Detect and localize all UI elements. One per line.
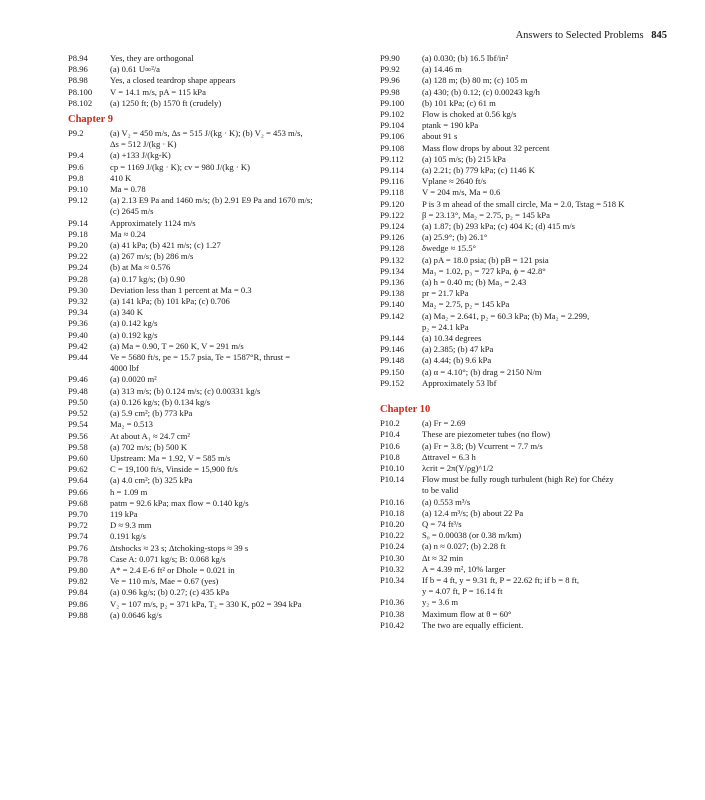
problem-number: P10.2 xyxy=(380,418,400,429)
problem-number: P9.74 xyxy=(68,531,88,542)
answer-text: A* = 2.4 E-6 ft² or Dhole = 0.021 in xyxy=(110,564,235,575)
answer-row xyxy=(380,344,670,355)
answer-row xyxy=(380,564,670,575)
answer-row xyxy=(380,143,670,154)
answer-text: V₂ = 107 m/s, p₂ = 371 kPa, T₂ = 330 K, p02 = 394 kPa xyxy=(110,598,302,609)
answer-row xyxy=(380,452,670,463)
answer-row xyxy=(68,543,364,554)
answer-row xyxy=(380,367,670,378)
problem-number: P9.48 xyxy=(68,385,88,396)
answer-row xyxy=(380,541,670,552)
problem-number: P9.30 xyxy=(68,284,88,295)
problem-number: P9.40 xyxy=(68,329,88,340)
problem-number: P9.6 xyxy=(68,161,84,172)
answer-text: V = 204 m/s, Ma = 0.6 xyxy=(422,187,501,198)
problem-number: P9.64 xyxy=(68,475,88,486)
answer-row xyxy=(380,98,670,109)
problem-number: P9.12 xyxy=(68,195,88,206)
answer-row xyxy=(68,587,364,598)
answer-row xyxy=(380,53,670,64)
answer-row xyxy=(380,378,670,389)
answer-row xyxy=(68,75,364,86)
problem-number: P10.34 xyxy=(380,574,405,585)
answer-text: (a) 313 m/s; (b) 0.124 m/s; (c) 0.00331 kg/s xyxy=(110,385,261,396)
answer-text: Maximum flow at θ = 60° xyxy=(422,608,512,619)
answer-text: A = 4.39 m², 10% larger xyxy=(422,563,506,574)
answer-text: Ma₃ = 1.02, p₃ = 727 kPa, ϕ = 42.8° xyxy=(422,265,546,276)
answer-row xyxy=(380,609,670,620)
problem-number: P9.72 xyxy=(68,520,88,531)
answer-row xyxy=(68,341,364,352)
problem-number: P9.116 xyxy=(380,176,404,187)
answer-text: (a) α = 4.10°; (b) drag = 2150 N/m xyxy=(422,366,542,377)
answer-row xyxy=(380,429,670,440)
problem-number: P9.112 xyxy=(380,153,404,164)
answer-row xyxy=(68,262,364,273)
answer-row xyxy=(68,576,364,587)
answer-text: (a) 105 m/s; (b) 215 kPa xyxy=(422,153,506,164)
problem-number: P9.140 xyxy=(380,299,405,310)
answer-text: At about A₁ ≈ 24.7 cm² xyxy=(110,430,190,441)
problem-number: P9.86 xyxy=(68,598,88,609)
answer-text: β = 23.13°, Ma₂ = 2.75, p₂ = 145 kPa xyxy=(422,209,550,220)
problem-number: P9.104 xyxy=(380,120,405,131)
answer-text: about 91 s xyxy=(422,131,458,142)
answer-row xyxy=(380,288,670,299)
answer-row xyxy=(380,299,670,310)
answer-row xyxy=(68,386,364,397)
answer-text: patm = 92.6 kPa; max flow = 0.140 kg/s xyxy=(110,497,249,508)
answer-row xyxy=(380,109,670,120)
problem-number: P9.42 xyxy=(68,340,88,351)
answer-row xyxy=(68,330,364,341)
answer-row xyxy=(68,464,364,475)
problem-number: P9.90 xyxy=(380,53,400,63)
problem-number: P9.44 xyxy=(68,352,88,363)
page-number: 845 xyxy=(651,30,667,41)
answer-text: (a) 0.61 U∞²/a xyxy=(110,64,160,75)
answer-text: (a) 2.21; (b) 779 kPa; (c) 1146 K xyxy=(422,165,535,176)
answer-row xyxy=(68,195,364,217)
answer-row xyxy=(68,53,364,64)
answer-text: (a) 0.0646 kg/s xyxy=(110,609,162,620)
answer-text: (a) 0.553 m³/s xyxy=(422,496,471,507)
answer-text: Vplane ≈ 2640 ft/s xyxy=(422,176,487,187)
problem-number: P9.34 xyxy=(68,307,88,318)
problem-number: P9.126 xyxy=(380,232,405,243)
problem-number: P10.20 xyxy=(380,518,405,529)
answer-row xyxy=(380,75,670,86)
answer-text: Ma = 0.78 xyxy=(110,184,146,195)
answer-text: 410 K xyxy=(110,172,132,183)
answer-text: Δt ≈ 32 min xyxy=(422,552,464,563)
answer-row xyxy=(68,475,364,486)
answer-row xyxy=(380,232,670,243)
answer-row xyxy=(380,64,670,75)
problem-number: P8.96 xyxy=(68,64,88,75)
problem-number: P9.120 xyxy=(380,198,405,209)
problem-number: P9.106 xyxy=(380,131,405,142)
answer-text: (a) 10.34 degrees xyxy=(422,333,482,344)
answer-text: (a) 702 m/s; (b) 500 K xyxy=(110,441,188,452)
answer-text: (a) 141 kPa; (b) 101 kPa; (c) 0.706 xyxy=(110,296,230,307)
answer-row xyxy=(68,531,364,542)
answer-row xyxy=(380,463,670,474)
answer-row xyxy=(380,131,670,142)
answer-row xyxy=(68,318,364,329)
problem-number: P9.88 xyxy=(68,609,88,620)
answer-row xyxy=(68,274,364,285)
right-answer-column xyxy=(380,53,670,631)
problem-number: P9.24 xyxy=(68,262,88,273)
problem-number: P9.56 xyxy=(68,430,88,441)
answer-text: Ma₂ = 2.75, p₂ = 145 kPa xyxy=(422,299,510,310)
answer-text: Approximately 53 lbf xyxy=(422,377,497,388)
answer-text: (a) V₂ = 450 m/s, Δs = 515 J/(kg · K); (b) V₂ = 453 m/s, Δs = 512 J/(kg · K) xyxy=(110,128,303,150)
answer-text: (a) 0.17 kg/s; (b) 0.90 xyxy=(110,273,185,284)
answer-text: Q = 74 ft³/s xyxy=(422,518,462,529)
answer-row xyxy=(380,221,670,232)
answer-text: Deviation less than 1 percent at Ma = 0.3 xyxy=(110,284,252,295)
problem-number: P9.28 xyxy=(68,273,88,284)
answer-row xyxy=(380,333,670,344)
answer-row xyxy=(68,285,364,296)
problem-number: P9.4 xyxy=(68,150,84,161)
answer-row xyxy=(68,162,364,173)
problem-number: P9.146 xyxy=(380,344,405,355)
problem-number: P8.100 xyxy=(68,86,93,97)
problem-number: P9.50 xyxy=(68,396,88,407)
problem-number: P9.68 xyxy=(68,497,88,508)
answer-row xyxy=(68,307,364,318)
answer-text: The two are equally efficient. xyxy=(422,619,524,630)
problem-number: P9.58 xyxy=(68,441,88,452)
problem-number: P10.8 xyxy=(380,451,400,462)
answer-text: (a) 4.44; (b) 9.6 kPa xyxy=(422,355,492,366)
problem-number: P9.148 xyxy=(380,355,405,366)
problem-number: P9.10 xyxy=(68,184,88,195)
answer-row xyxy=(68,419,364,430)
problem-number: P9.20 xyxy=(68,240,88,251)
answer-row xyxy=(380,154,670,165)
answer-row xyxy=(380,519,670,530)
answer-text: λcrit = 2π(Y/ρg)^1/2 xyxy=(422,462,494,473)
answer-text: (a) 5.9 cm²; (b) 773 kPa xyxy=(110,408,193,419)
answer-row xyxy=(68,610,364,621)
problem-number: P9.52 xyxy=(68,408,88,419)
answer-row xyxy=(380,355,670,366)
problem-number: P9.62 xyxy=(68,464,88,475)
answer-row xyxy=(68,218,364,229)
answer-row xyxy=(380,199,670,210)
problem-number: P9.150 xyxy=(380,366,405,377)
answer-text: (a) pA = 18.0 psia; (b) pB = 121 psia xyxy=(422,254,549,265)
answer-text: (a) 0.96 kg/s; (b) 0.27; (c) 435 kPa xyxy=(110,587,230,598)
answer-row xyxy=(380,277,670,288)
left-answer-column xyxy=(68,53,364,621)
answer-text: C = 19,100 ft/s, Vinside = 15,900 ft/s xyxy=(110,464,238,475)
problem-number: P9.132 xyxy=(380,254,405,265)
answer-text: Approximately 1124 m/s xyxy=(110,217,196,228)
problem-number: P9.80 xyxy=(68,564,88,575)
problem-number: P9.60 xyxy=(68,452,88,463)
answer-row xyxy=(380,530,670,541)
problem-number: P9.98 xyxy=(380,86,400,97)
answer-text: Yes, they are orthogonal xyxy=(110,53,194,63)
problem-number: P9.118 xyxy=(380,187,404,198)
problem-number: P10.42 xyxy=(380,619,405,630)
answer-row xyxy=(380,266,670,277)
problem-number: P9.124 xyxy=(380,221,405,232)
problem-number: P9.70 xyxy=(68,508,88,519)
answer-text: ptank = 190 kPa xyxy=(422,120,479,131)
answer-text: cp = 1169 J/(kg · K); cv = 980 J/(kg · K) xyxy=(110,161,250,172)
answer-row xyxy=(68,509,364,520)
answer-row xyxy=(68,442,364,453)
answer-text: (a) 0.142 kg/s xyxy=(110,318,158,329)
answer-text: 119 kPa xyxy=(110,508,138,519)
answer-row xyxy=(68,296,364,307)
answer-row xyxy=(68,520,364,531)
problem-number: P9.128 xyxy=(380,243,405,254)
answer-text: Flow must be fully rough turbulent (high Re) for Chézy to be valid xyxy=(422,474,614,496)
answer-text: Flow is choked at 0.56 kg/s xyxy=(422,109,517,120)
problem-number: P9.76 xyxy=(68,542,88,553)
answer-row xyxy=(380,311,670,333)
problem-number: P10.10 xyxy=(380,462,405,473)
answer-text: (a) 4.0 cm²; (b) 325 kPa xyxy=(110,475,193,486)
problem-number: P10.30 xyxy=(380,552,405,563)
answer-text: 0.191 kg/s xyxy=(110,531,146,542)
answer-row xyxy=(68,352,364,374)
problem-number: P10.18 xyxy=(380,507,405,518)
answer-text: (a) 14.46 m xyxy=(422,64,462,75)
answer-text: D ≈ 9.3 mm xyxy=(110,520,152,531)
answer-row xyxy=(380,418,670,429)
answer-text: (a) Fr = 2.69 xyxy=(422,418,466,429)
answer-text: pr = 21.7 kPa xyxy=(422,288,469,299)
answer-text: (a) 430; (b) 0.12; (c) 0.00243 kg/h xyxy=(422,86,540,97)
problem-number: P9.144 xyxy=(380,333,405,344)
answer-text: (a) 0.126 kg/s; (b) 0.134 kg/s xyxy=(110,396,211,407)
problem-number: P10.38 xyxy=(380,608,405,619)
answer-row xyxy=(68,487,364,498)
answer-text: (a) 1250 ft; (b) 1570 ft (crudely) xyxy=(110,97,222,108)
problem-number: P10.14 xyxy=(380,474,405,485)
answer-text: Mass flow drops by about 32 percent xyxy=(422,142,550,153)
problem-number: P9.92 xyxy=(380,64,400,75)
answer-text: (a) Fr = 3.8; (b) Vcurrent = 7.7 m/s xyxy=(422,440,543,451)
answer-text: (a) 2.385; (b) 47 kPa xyxy=(422,344,494,355)
answer-row xyxy=(68,184,364,195)
answer-text: (a) n ≈ 0.027; (b) 2.28 ft xyxy=(422,541,506,552)
answer-row xyxy=(380,120,670,131)
answer-row xyxy=(68,87,364,98)
answer-row xyxy=(380,176,670,187)
problem-number: P9.14 xyxy=(68,217,88,228)
problem-number: P8.102 xyxy=(68,97,93,108)
answer-row xyxy=(380,553,670,564)
problem-number: P9.18 xyxy=(68,228,88,239)
answer-row xyxy=(380,575,670,597)
answer-text: Δtshocks ≈ 23 s; Δtchoking-stops ≈ 39 s xyxy=(110,542,249,553)
problem-number: P9.152 xyxy=(380,377,405,388)
problem-number: P9.96 xyxy=(380,75,400,86)
answer-text: (a) h = 0.40 m; (b) Ma₃ = 2.43 xyxy=(422,277,527,288)
problem-number: P9.108 xyxy=(380,142,405,153)
answer-text: h = 1.09 m xyxy=(110,486,148,497)
problem-number: P9.138 xyxy=(380,288,405,299)
answer-text: Ma₂ = 0.513 xyxy=(110,419,153,430)
answer-row xyxy=(380,597,670,608)
problem-number: P9.84 xyxy=(68,587,88,598)
answer-text: (a) 41 kPa; (b) 421 m/s; (c) 1.27 xyxy=(110,240,221,251)
answer-row xyxy=(380,497,670,508)
problem-number: P10.16 xyxy=(380,496,405,507)
answer-row xyxy=(68,431,364,442)
problem-number: P9.66 xyxy=(68,486,88,497)
answer-row xyxy=(68,498,364,509)
problem-number: P9.114 xyxy=(380,165,404,176)
answer-text: Yes, a closed teardrop shape appears xyxy=(110,75,236,86)
answer-text: y₂ = 3.6 m xyxy=(422,597,459,608)
answer-row xyxy=(68,374,364,385)
answer-text: Δttravel = 6.3 h xyxy=(422,451,476,462)
problem-number: P8.94 xyxy=(68,53,88,63)
answer-text: δwedge ≈ 15.5° xyxy=(422,243,476,254)
answer-text: (a) 0.192 kg/s xyxy=(110,329,158,340)
problem-number: P9.136 xyxy=(380,277,405,288)
answer-text: (a) +133 J/(kg-K) xyxy=(110,150,171,161)
answer-text: (b) at Ma ≈ 0.576 xyxy=(110,262,171,273)
answer-row xyxy=(68,240,364,251)
answer-text: P is 3 m ahead of the small circle, Ma = 2.0, Tstag = 518 K xyxy=(422,198,625,209)
answer-text: S₀ = 0.00038 (or 0.38 m/km) xyxy=(422,530,522,541)
answer-row xyxy=(380,441,670,452)
running-header xyxy=(516,30,667,41)
header-title: Answers to Selected Problems xyxy=(515,30,644,41)
answer-row xyxy=(380,255,670,266)
answer-row xyxy=(380,165,670,176)
problem-number: P10.32 xyxy=(380,563,405,574)
answer-row xyxy=(68,229,364,240)
problem-number: P10.24 xyxy=(380,541,405,552)
answer-row xyxy=(68,397,364,408)
answer-row xyxy=(380,243,670,254)
answer-row xyxy=(380,187,670,198)
answer-text: (a) 1.87; (b) 293 kPa; (c) 404 K; (d) 415 m/s xyxy=(422,221,575,232)
problem-number: P10.4 xyxy=(380,429,400,440)
answer-text: Ve = 5680 ft/s, pe = 15.7 psia, Te = 1587°R, thrust = 4000 lbf xyxy=(110,352,291,374)
answer-row xyxy=(68,565,364,576)
answer-text: Ma ≈ 0.24 xyxy=(110,228,146,239)
problem-number: P9.100 xyxy=(380,97,405,108)
answer-text: (a) 340 K xyxy=(110,307,143,318)
answer-row xyxy=(68,251,364,262)
answer-row xyxy=(68,150,364,161)
problem-number: P10.6 xyxy=(380,440,400,451)
problem-number: P10.22 xyxy=(380,530,405,541)
answer-text: (a) 2.13 E9 Pa and 1460 m/s; (b) 2.91 E9 Pa and 1670 m/s; (c) 2645 m/s xyxy=(110,195,313,217)
answer-text: Ve = 110 m/s, Mae = 0.67 (yes) xyxy=(110,576,219,587)
answer-row xyxy=(380,210,670,221)
problem-number: P9.8 xyxy=(68,172,84,183)
answer-text: (a) 0.030; (b) 16.5 lbf/in² xyxy=(422,53,509,63)
answer-text: (b) 101 kPa; (c) 61 m xyxy=(422,97,496,108)
answer-text: V = 14.1 m/s, pA = 115 kPa xyxy=(110,86,206,97)
problem-number: P9.22 xyxy=(68,251,88,262)
answer-text: (a) 267 m/s; (b) 286 m/s xyxy=(110,251,194,262)
answer-row xyxy=(68,173,364,184)
answer-row xyxy=(380,508,670,519)
chapter-heading: Chapter 9 xyxy=(68,114,114,126)
answer-text: If b = 4 ft, y = 9.31 ft, P = 22.62 ft; if b = 8 ft, y = 4.07 ft, P = 16.14 ft xyxy=(422,574,580,597)
problem-number: P9.102 xyxy=(380,109,405,120)
answer-row xyxy=(68,128,364,150)
problem-number: P8.98 xyxy=(68,75,88,86)
answer-text: These are piezometer tubes (no flow) xyxy=(422,429,551,440)
answer-text: (a) 0.0020 m² xyxy=(110,374,157,385)
answer-row xyxy=(68,599,364,610)
answer-row xyxy=(68,408,364,419)
problem-number: P9.2 xyxy=(68,128,84,139)
answer-row xyxy=(68,453,364,464)
answer-text: Upstream: Ma = 1.92, V = 585 m/s xyxy=(110,452,231,463)
answer-row xyxy=(380,474,670,496)
answer-row xyxy=(68,98,364,109)
answer-row xyxy=(380,620,670,631)
problem-number: P9.36 xyxy=(68,318,88,329)
answer-row xyxy=(68,64,364,75)
answer-text: (a) 128 m; (b) 80 m; (c) 105 m xyxy=(422,75,528,86)
answer-text: (a) Ma = 0.90, T = 260 K, V = 291 m/s xyxy=(110,340,244,351)
answer-text: (a) 12.4 m³/s; (b) about 22 Pa xyxy=(422,507,524,518)
problem-number: P9.32 xyxy=(68,296,88,307)
problem-number: P9.54 xyxy=(68,419,88,430)
problem-number: P10.36 xyxy=(380,597,405,608)
chapter-heading: Chapter 10 xyxy=(380,404,431,416)
problem-number: P9.82 xyxy=(68,576,88,587)
answer-row xyxy=(380,87,670,98)
answer-row xyxy=(68,554,364,565)
problem-number: P9.142 xyxy=(380,310,405,321)
problem-number: P9.122 xyxy=(380,209,405,220)
problem-number: P9.134 xyxy=(380,265,405,276)
problem-number: P9.78 xyxy=(68,553,88,564)
problem-number: P9.46 xyxy=(68,374,88,385)
answer-text: Case A: 0.071 kg/s; B: 0.068 kg/s xyxy=(110,553,226,564)
answer-text: (a) Ma₂ = 2.641, p₂ = 60.3 kPa; (b) Ma₂ = 2.299, p₂ = 24.1 kPa xyxy=(422,310,590,332)
answer-text: (a) 25.9°; (b) 26.1° xyxy=(422,232,488,243)
